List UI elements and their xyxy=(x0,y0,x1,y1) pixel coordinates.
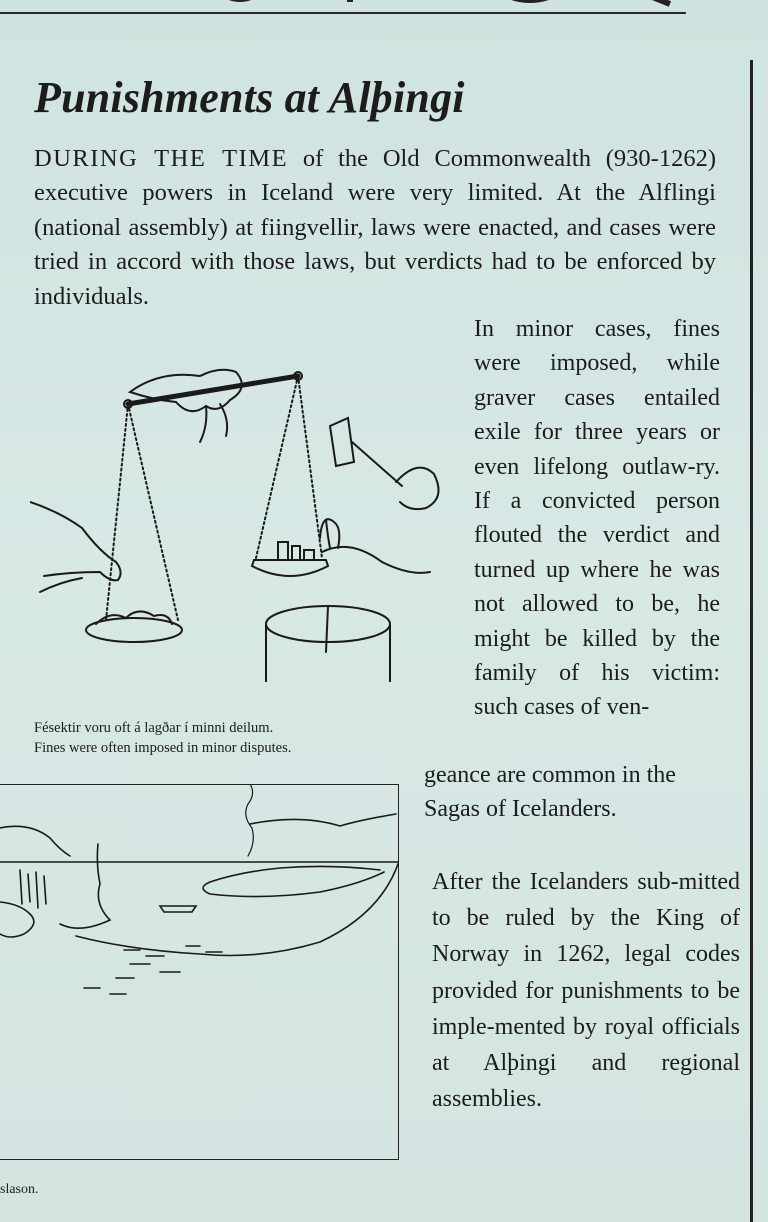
vengeance-paragraph: geance are common in the Sagas of Icelanders. xyxy=(424,762,676,823)
top-rule xyxy=(0,12,686,14)
scales-illustration xyxy=(30,362,450,682)
intro-text: of the Old Commonwealth (930-1262) executive powers in Iceland were very limited. At the Alflingi (national assembly) at fiingvellir, laws were enacted, and cases were tried in accord with those laws, but verdicts had to be enforced by individuals. xyxy=(34,145,717,310)
illustration-caption xyxy=(34,718,291,758)
punishments-paragraph: In minor cases, fines were imposed, while graver cases entailed exile for three years or even lifelong outlaw-ry. If a convicted person flouted the verdict and turned up where he was not allowed to be, he might be killed by the family of his victim: such cases of ven- xyxy=(474,316,720,721)
panel-right-border xyxy=(750,60,761,1222)
caption-icelandic: Fésektir voru oft á lagðar í minni deilum. xyxy=(34,720,274,736)
landscape-illustration xyxy=(0,784,404,1160)
norway-paragraph: After the Icelanders sub-mitted to be ruled by the King of Norway in 1262, legal codes provided for punishments to be imple-mented by royal officials at Alþingi and regional assemblies. xyxy=(432,869,740,1113)
credit-fragment: slason. xyxy=(0,1182,39,1197)
intro-lead-caps: DURING THE TIME xyxy=(34,145,289,172)
caption-english: Fines were often imposed in minor disputes. xyxy=(34,740,292,756)
intro-paragraph xyxy=(34,142,716,314)
page-title: Punishments at Alþingi xyxy=(34,73,465,122)
cropped-heading-letters xyxy=(200,0,680,12)
